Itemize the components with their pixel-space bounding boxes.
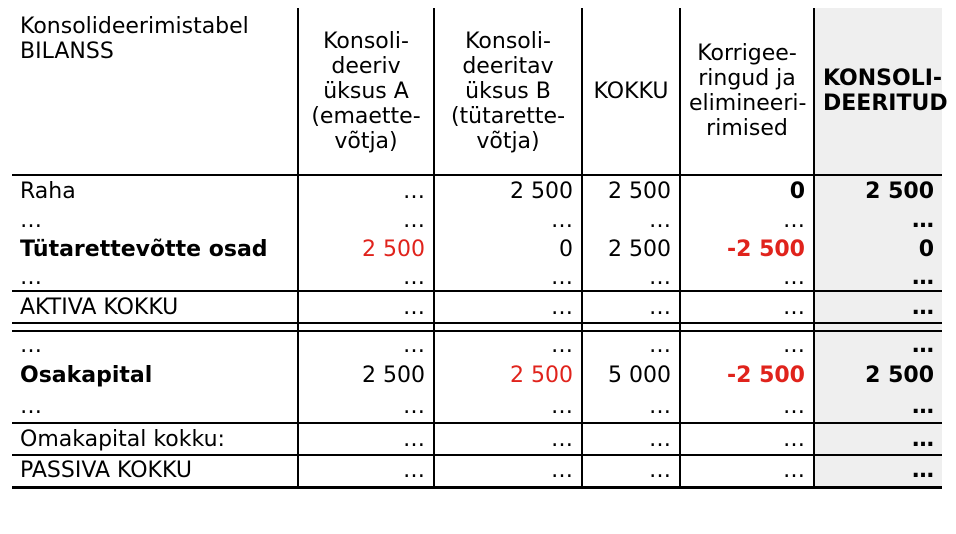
cell-consolidated: … (814, 265, 942, 291)
cell-kokku: … (582, 455, 680, 487)
cell-a: … (298, 423, 434, 455)
header-col-kokku (582, 8, 680, 175)
header-line: võtja) (476, 128, 540, 154)
cell-consolidated: … (814, 207, 942, 233)
cell-kokku: … (582, 331, 680, 359)
cell-adjustment: … (680, 207, 814, 233)
header-col-b (434, 8, 582, 175)
cell-consolidated: … (814, 455, 942, 487)
header-line: võtja) (334, 128, 398, 154)
cell-a: … (298, 265, 434, 291)
cell-kokku: … (582, 423, 680, 455)
row-label: … (20, 207, 42, 233)
header-line: (emaette- (311, 103, 421, 129)
cell-consolidated: … (814, 423, 942, 455)
cell-b: … (434, 291, 582, 323)
table-header-row (12, 8, 942, 175)
row-label: PASSIVA KOKKU (12, 455, 298, 487)
header-line: üksus A (323, 78, 409, 104)
section-separator (12, 323, 942, 331)
row-label: Omakapital kokku: (12, 423, 298, 455)
cell-b: … (434, 391, 582, 423)
header-subtitle-line: BILANSS (20, 39, 114, 64)
header-line: ringud ja (698, 66, 796, 91)
header-line: Konsoli- (323, 28, 409, 54)
cell-b: 2 500 (434, 359, 582, 391)
cell-adjustment: … (680, 423, 814, 455)
cell-consolidated: 2 500 (814, 359, 942, 391)
header-line: (tütarette- (450, 103, 566, 129)
table-row (12, 207, 942, 233)
consolidation-table-wrapper (12, 8, 948, 489)
row-label: … (20, 394, 42, 419)
row-label: … (20, 333, 42, 358)
cell-adjustment: … (680, 391, 814, 423)
header-line: üksus B (465, 78, 551, 104)
cell-adjustment: 0 (680, 175, 814, 207)
cell-adjustment: … (680, 331, 814, 359)
table-row (12, 331, 942, 359)
header-line: KONSOLI- (823, 66, 943, 91)
cell-a: 2 500 (298, 233, 434, 265)
cell-a: … (298, 175, 434, 207)
header-title-line: Konsolideerimistabel (20, 14, 249, 39)
cell-adjustment: -2 500 (680, 233, 814, 265)
row-label: … (20, 265, 42, 290)
cell-consolidated: 0 (814, 233, 942, 265)
cell-a: … (298, 455, 434, 487)
cell-adjustment: … (680, 265, 814, 291)
header-line: DEERITUD (823, 91, 948, 116)
table-row (12, 423, 942, 455)
cell-kokku: … (582, 291, 680, 323)
cell-b: … (434, 207, 582, 233)
cell-kokku: … (582, 265, 680, 291)
cell-consolidated: 2 500 (814, 175, 942, 207)
cell-kokku: … (582, 207, 680, 233)
table-row (12, 291, 942, 323)
header-line: deeritav (462, 53, 554, 79)
cell-b: … (434, 265, 582, 291)
table-row (12, 233, 942, 265)
cell-b: … (434, 455, 582, 487)
cell-adjustment: … (680, 455, 814, 487)
cell-a: … (298, 391, 434, 423)
header-line: Konsoli- (465, 28, 551, 54)
row-label: Raha (20, 179, 76, 204)
header-col-a (298, 8, 434, 175)
row-label: Osakapital (20, 362, 153, 388)
cell-adjustment: -2 500 (680, 359, 814, 391)
cell-b: 0 (434, 233, 582, 265)
cell-b: … (434, 423, 582, 455)
header-col-adjustments (680, 8, 814, 175)
header-line: rimised (706, 116, 788, 141)
header-col-consolidated (814, 8, 948, 175)
row-label: Tütarettevõtte osad (20, 236, 268, 262)
cell-b: 2 500 (434, 175, 582, 207)
consolidation-table (12, 8, 948, 489)
cell-consolidated: … (814, 291, 942, 323)
cell-kokku: 2 500 (582, 175, 680, 207)
cell-b: … (434, 331, 582, 359)
header-line: deeriv (331, 53, 401, 79)
cell-a: … (298, 207, 434, 233)
cell-consolidated: … (814, 391, 942, 423)
cell-kokku: 2 500 (582, 233, 680, 265)
table-row (12, 391, 942, 423)
cell-a: 2 500 (298, 359, 434, 391)
header-line: elimineeri- (689, 91, 807, 116)
cell-kokku: 5 000 (582, 359, 680, 391)
row-label: AKTIVA KOKKU (12, 291, 298, 323)
header-line: Korrigee- (697, 41, 797, 66)
cell-consolidated: … (814, 331, 942, 359)
table-row (12, 175, 942, 207)
table-row (12, 455, 942, 487)
cell-a: … (298, 331, 434, 359)
cell-kokku: … (582, 391, 680, 423)
header-line: KOKKU (593, 78, 669, 104)
table-row (12, 265, 942, 291)
cell-a: … (298, 291, 434, 323)
cell-adjustment: … (680, 291, 814, 323)
header-title (12, 8, 298, 175)
table-row (12, 359, 942, 391)
